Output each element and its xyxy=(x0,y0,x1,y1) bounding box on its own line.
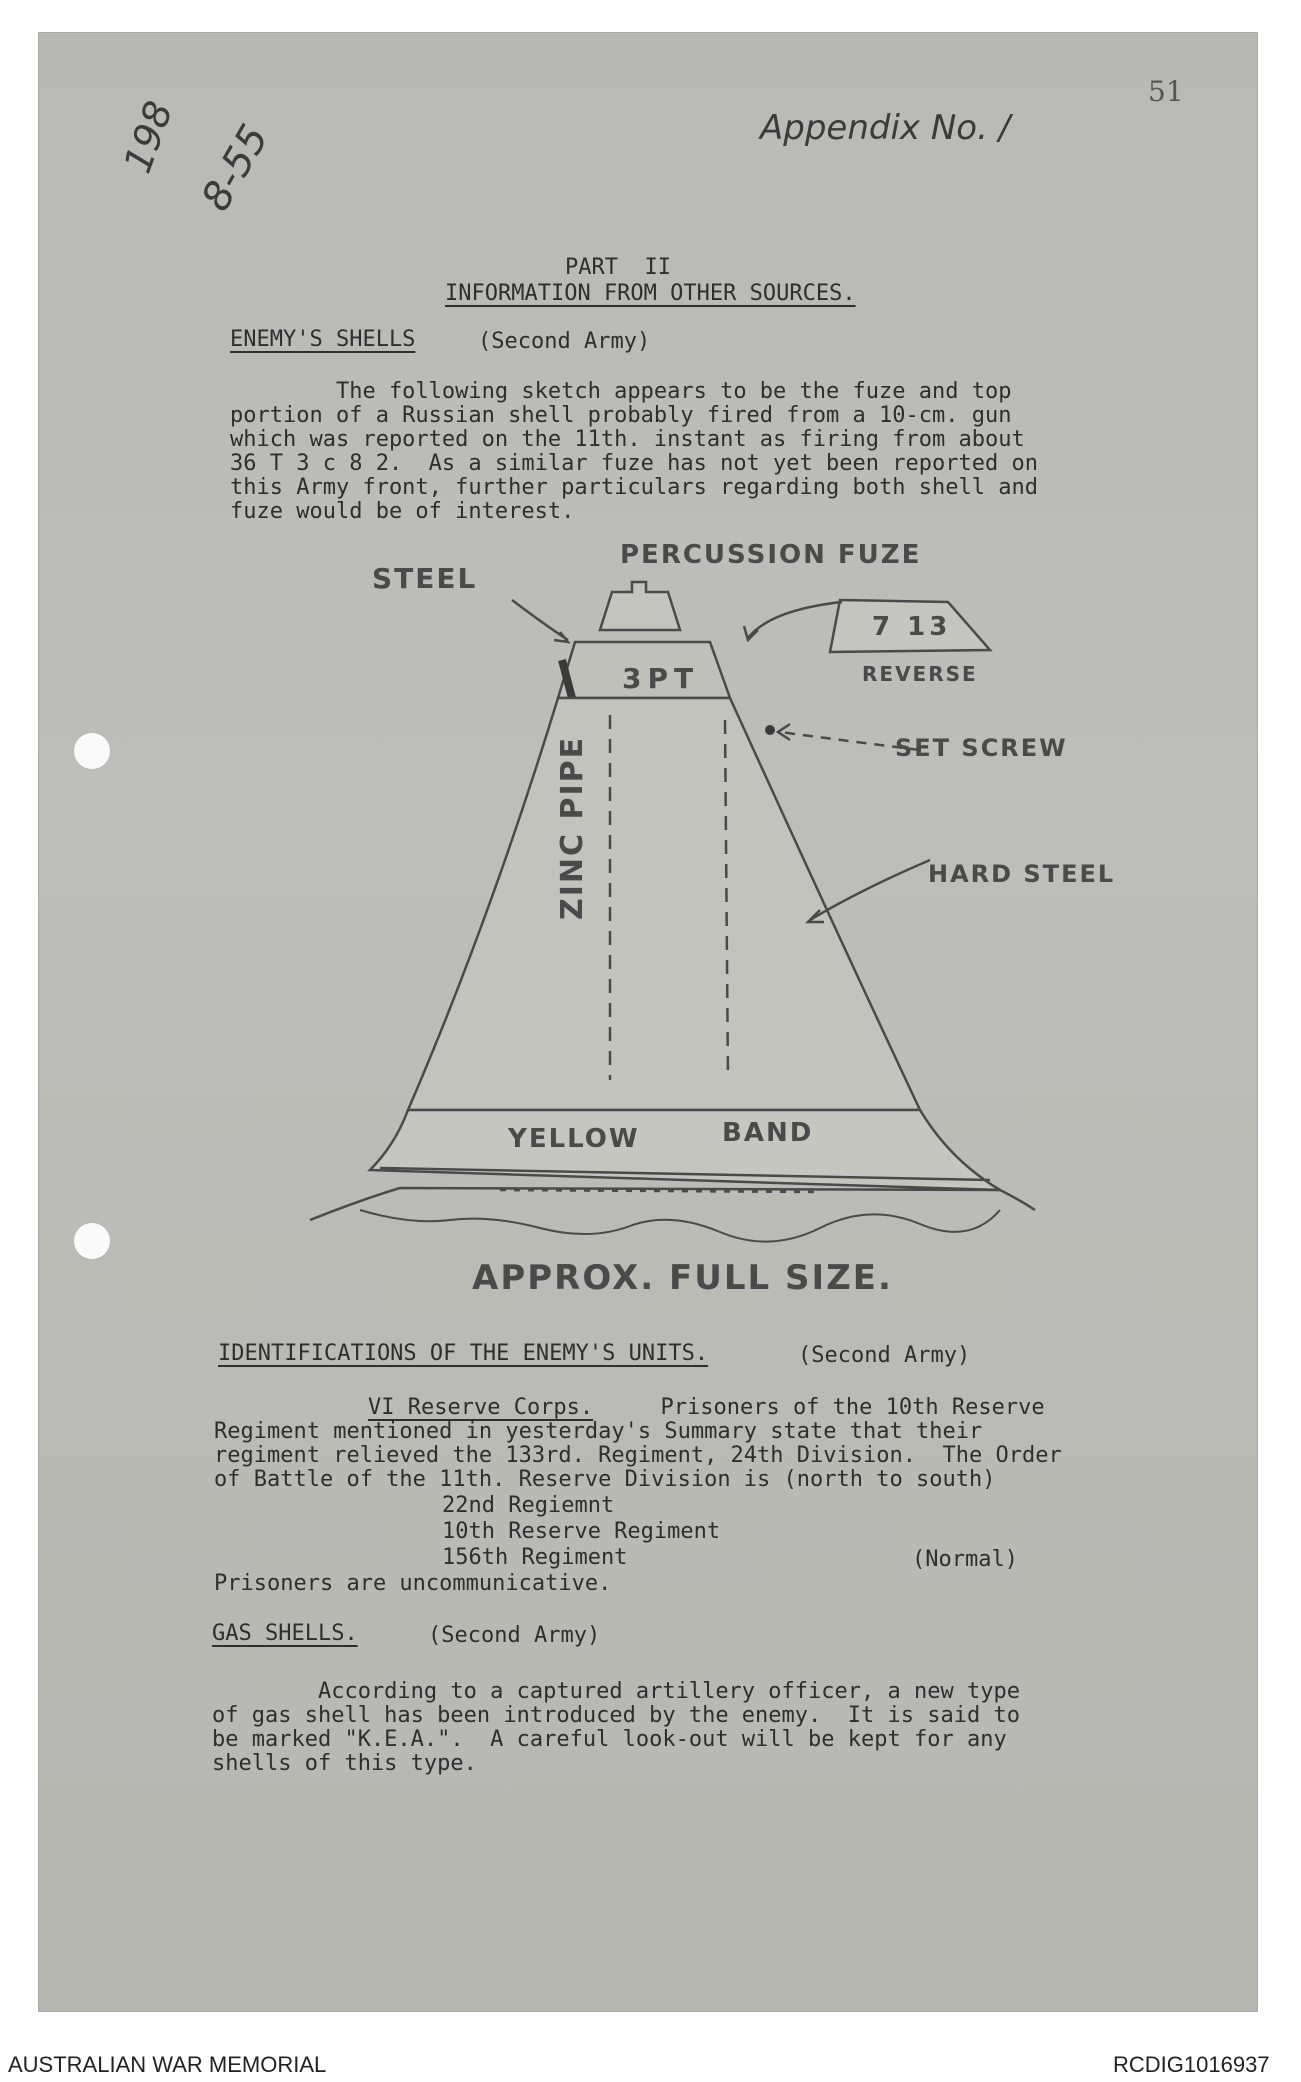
label-percussion-fuze: PERCUSSION FUZE xyxy=(620,540,922,570)
section-heading-gas: GAS SHELLS. xyxy=(212,1621,358,1646)
margin-note-number: 198 xyxy=(115,95,182,179)
order-of-battle-item: 10th Reserve Regiment xyxy=(442,1519,721,1544)
order-of-battle-item: 156th Regiment xyxy=(442,1545,628,1570)
footer-identifier: RCDIG1016937 xyxy=(1113,2052,1270,2077)
footer-institution: AUSTRALIAN WAR MEMORIAL xyxy=(8,2052,327,2077)
paragraph-line: be marked "K.E.A.". A careful look-out will be kept for any xyxy=(212,1727,1007,1752)
label-band: BAND xyxy=(722,1118,814,1148)
label-yellow: YELLOW xyxy=(508,1124,640,1154)
paragraph-line: Prisoners are uncommunicative. xyxy=(214,1571,612,1596)
paragraph-line: Prisoners of the 10th Reserve xyxy=(634,1395,1045,1420)
paragraph-line: shells of this type. xyxy=(212,1751,477,1776)
section-heading-identifications: IDENTIFICATIONS OF THE ENEMY'S UNITS. xyxy=(218,1341,709,1366)
label-approx-full-size: APPROX. FULL SIZE. xyxy=(472,1258,893,1298)
order-of-battle-item: 22nd Regiemnt xyxy=(442,1493,615,1518)
paragraph-line: this Army front, further particulars regarding both shell and xyxy=(230,475,1038,500)
part-number: PART II xyxy=(565,255,671,280)
label-zinc-pipe: ZINC PIPE xyxy=(555,735,590,920)
paragraph-line: regiment relieved the 133rd. Regiment, 24th Division. The Order xyxy=(214,1443,1062,1468)
section-source-gas: (Second Army) xyxy=(428,1623,601,1648)
paragraph-line: of gas shell has been introduced by the enemy. It is said to xyxy=(212,1703,1020,1728)
label-hard-steel: HARD STEEL xyxy=(928,860,1116,888)
punch-hole xyxy=(74,733,110,769)
section-source-identifications: (Second Army) xyxy=(798,1343,971,1368)
paragraph-line: The following sketch appears to be the fuze and top xyxy=(230,379,1012,404)
paragraph-line: portion of a Russian shell probably fired from a 10-cm. gun xyxy=(230,403,1012,428)
label-reverse: REVERSE xyxy=(862,662,978,686)
paragraph-line: fuze would be of interest. xyxy=(230,499,575,524)
section-heading-shells: ENEMY'S SHELLS xyxy=(230,327,416,352)
label-reverse-marking: 7 13 xyxy=(872,612,952,642)
label-set-screw: SET SCREW xyxy=(895,734,1068,762)
punch-hole xyxy=(74,1223,110,1259)
paragraph-line: According to a captured artillery officer, a new type xyxy=(212,1679,1020,1704)
paragraph-line: 36 T 3 c 8 2. As a similar fuze has not yet been reported on xyxy=(230,451,1038,476)
paragraph-line: Regiment mentioned in yesterday's Summary state that their xyxy=(214,1419,983,1444)
margin-note-reference: 8-55 xyxy=(192,117,279,219)
normal-note: (Normal) xyxy=(912,1547,1018,1572)
part-title: INFORMATION FROM OTHER SOURCES. xyxy=(445,281,856,306)
label-top-marking: 3PT xyxy=(622,662,700,695)
section-source-shells: (Second Army) xyxy=(478,329,651,354)
appendix-label: Appendix No. / xyxy=(760,108,1011,148)
page-number: 51 xyxy=(1148,75,1184,108)
paragraph-line: of Battle of the 11th. Reserve Division is (north to south) xyxy=(214,1467,996,1492)
corps-name: VI Reserve Corps. xyxy=(368,1395,594,1420)
label-steel: STEEL xyxy=(372,562,478,595)
paragraph-line: which was reported on the 11th. instant as firing from about xyxy=(230,427,1025,452)
